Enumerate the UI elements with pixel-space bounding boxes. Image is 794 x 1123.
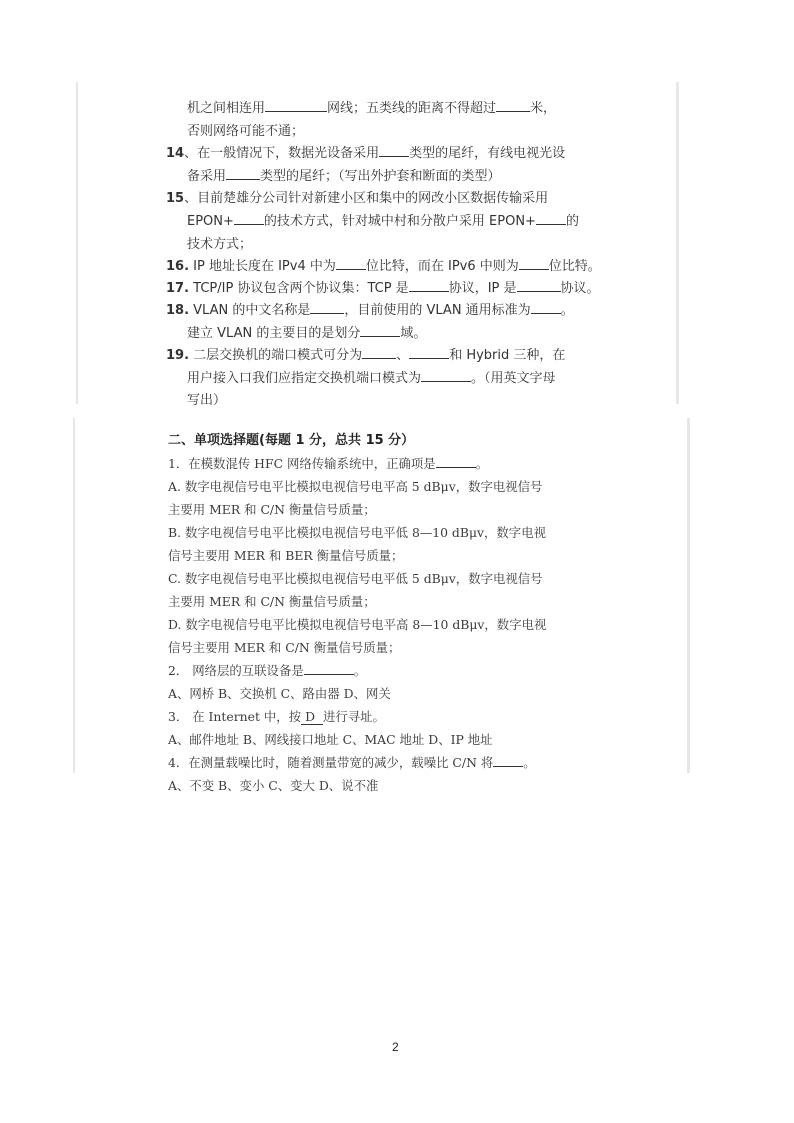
- question-3-stem: [168, 708, 385, 726]
- q13-continued-line2: 否则网络可能不通；: [187, 124, 305, 139]
- text: 类型的尾纤；（写出外护套和断面的类型）: [260, 169, 501, 184]
- question-15-line2: [187, 213, 579, 231]
- text: 协议，IP 是: [448, 281, 517, 296]
- text: 二层交换机的端口模式可分为: [189, 348, 363, 363]
- page-number: 2: [392, 1040, 399, 1054]
- text: 。（用英文字母: [471, 371, 556, 386]
- q1-option-d-line1: D. 数字电视信号电平比模拟电视信号电平高 8—10 dBμv，数字电视: [168, 617, 547, 632]
- blank: [519, 268, 549, 270]
- blank: [360, 335, 400, 337]
- text: 4．在测量载噪比时，随着测量带宽的减少，载噪比 C/N 将: [168, 755, 494, 770]
- question-number: 16.: [166, 259, 190, 274]
- blank: [362, 357, 396, 359]
- text: VLAN 的中文名称是: [189, 303, 311, 318]
- blank: [531, 312, 561, 314]
- question-number: 15: [166, 191, 185, 206]
- text: 域。: [400, 326, 427, 341]
- text: 。: [475, 456, 489, 471]
- question-19-line3: 写出）: [187, 393, 227, 408]
- q1-option-a-line1: A. 数字电视信号电平比模拟电视信号电平高 5 dBμv，数字电视信号: [168, 479, 543, 494]
- text: 3． 在 Internet 中，按: [168, 709, 302, 724]
- q1-option-a-line2: 主要用 MER 和 C/N 衡量信号质量；: [168, 502, 376, 517]
- question-14-line2: [187, 168, 501, 186]
- text: 1．在模数混传 HFC 网络传输系统中，正确项是: [168, 456, 436, 471]
- filled-answer: D: [301, 710, 323, 725]
- text: 。: [560, 303, 574, 318]
- q1-option-b-line2: 信号主要用 MER 和 BER 衡量信号质量；: [168, 548, 404, 563]
- question-19-line1: [166, 347, 565, 365]
- single-choice-section: [73, 418, 690, 793]
- text: 机之间相连用: [187, 101, 266, 116]
- blank: [517, 290, 561, 292]
- question-number: 18.: [166, 303, 190, 318]
- blank: [536, 223, 566, 225]
- blank: [409, 357, 449, 359]
- text: 类型的尾纤，有线电视光设: [409, 146, 566, 161]
- text: 。: [523, 755, 536, 770]
- blank: [234, 223, 264, 225]
- blank: [310, 312, 344, 314]
- text: 的: [565, 214, 579, 229]
- question-15-line1: [166, 190, 548, 208]
- blank: [379, 155, 409, 157]
- text: 备采用: [187, 169, 227, 184]
- question-4-stem: [168, 754, 536, 772]
- text: 建立 VLAN 的主要目的是划分: [187, 326, 361, 341]
- text: 。: [353, 663, 367, 678]
- q1-option-b-line1: B. 数字电视信号电平比模拟电视信号电平低 8—10 dBμv，数字电视: [168, 525, 546, 540]
- q1-option-c-line1: C. 数字电视信号电平比模拟电视信号电平低 5 dBμv，数字电视信号: [168, 571, 543, 586]
- text: 2． 网络层的互联设备是: [168, 663, 304, 678]
- question-18-line1: [166, 302, 574, 320]
- question-number: 17.: [166, 281, 190, 296]
- blank: [409, 290, 449, 292]
- question-number: 14: [166, 146, 185, 161]
- question-2-options: A、网桥 B、交换机 C、路由器 D、网关: [168, 686, 391, 701]
- question-15-line3: 技术方式；: [187, 237, 253, 252]
- blank: [421, 380, 471, 382]
- text: 和 Hybrid 三种，在: [449, 348, 566, 363]
- text: 、目前楚雄分公司针对新建小区和集中的网改小区数据传输采用: [184, 191, 549, 206]
- question-18-line2: [187, 325, 426, 343]
- blank: [226, 178, 260, 180]
- text: 、: [396, 348, 410, 363]
- question-16: [166, 258, 601, 276]
- question-2-stem: [168, 662, 366, 680]
- question-17: [166, 280, 600, 298]
- text: 的技术方式，针对城中村和分散户采用 EPON+: [263, 214, 536, 229]
- text: TCP/IP 协议包含两个协议集：TCP 是: [193, 281, 409, 296]
- section-heading: 二、单项选择题(每题 1 分，总共 15 分）: [168, 433, 415, 448]
- fill-in-blank-section: [76, 82, 679, 408]
- text: EPON+: [187, 214, 234, 229]
- text: 用户接入口我们应指定交换机端口模式为: [187, 371, 422, 386]
- q1-option-c-line2: 主要用 MER 和 C/N 衡量信号质量；: [168, 594, 376, 609]
- q1-option-d-line2: 信号主要用 MER 和 C/N 衡量信号质量；: [168, 640, 401, 655]
- text: 进行寻址。: [323, 709, 385, 724]
- text: 位比特。: [548, 259, 601, 274]
- text: 位比特，而在 IPv6 中则为: [365, 259, 519, 274]
- question-4-options: A、不变 B、变小 C、变大 D、说不准: [168, 778, 379, 793]
- question-number: 19.: [166, 348, 190, 363]
- q13-continued-line1: [187, 100, 556, 118]
- question-3-options: A、邮件地址 B、网线接口地址 C、MAC 地址 D、IP 地址: [168, 732, 493, 747]
- blank: [496, 110, 530, 112]
- text: ，目前使用的 VLAN 通用标准为: [344, 303, 531, 318]
- text: IP 地址长度在 IPv4 中为: [189, 259, 336, 274]
- question-1-stem: [168, 455, 488, 473]
- text: 协议。: [560, 281, 600, 296]
- blank: [304, 673, 354, 675]
- blank: [265, 110, 327, 112]
- blank: [436, 466, 476, 468]
- blank: [336, 268, 366, 270]
- question-19-line2: [187, 370, 556, 388]
- text: 米，: [530, 101, 557, 116]
- text: 网线；五类线的距离不得超过: [327, 101, 497, 116]
- question-14-line1: [166, 145, 565, 163]
- text: 、在一般情况下，数据光设备采用: [184, 146, 380, 161]
- blank: [493, 765, 523, 767]
